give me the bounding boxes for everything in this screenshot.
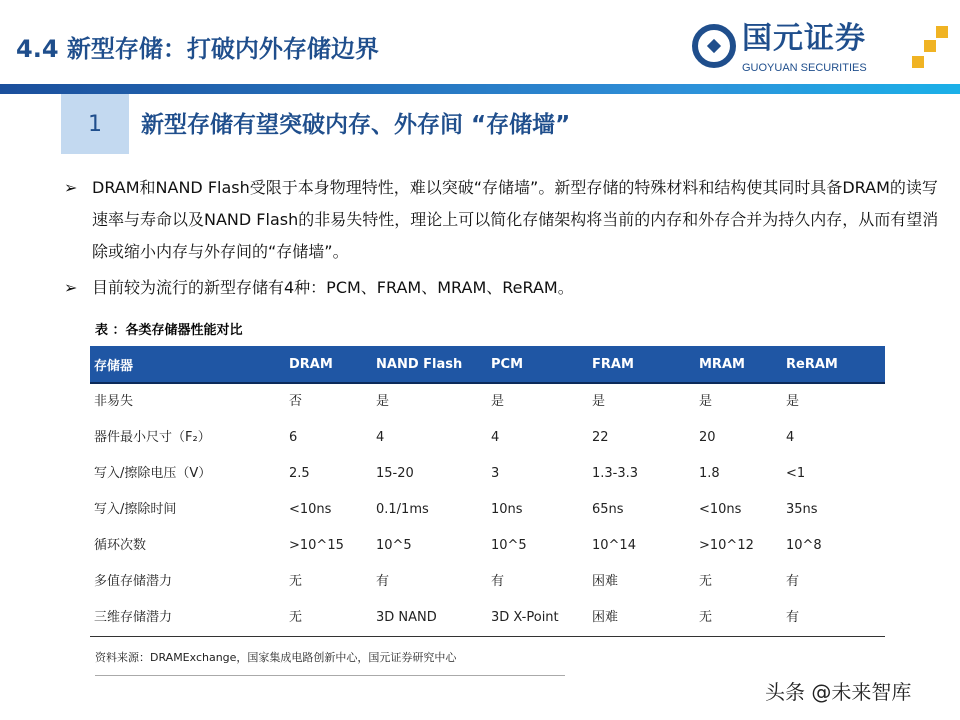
column-header: MRAM xyxy=(695,346,782,383)
bullet-text: DRAM和NAND Flash受限于本身物理特性，难以突破“存储墙”。新型存储的特殊材料和结构使其同时具备DRAM的读写速率与寿命以及NAND Flash的非易失特性，理论上可以简化存储架构将当前的内存和外存合并为持久内存，从而有望消除或缩小内存与外存间的“存储墙”。 xyxy=(92,178,939,261)
column-header: NAND Flash xyxy=(372,346,487,383)
bullet-item xyxy=(64,172,944,268)
comparison-table xyxy=(90,346,885,637)
section-title: 新型存储有望突破内存、外存间 “存储墙” xyxy=(141,112,571,138)
table-cell: 10ns xyxy=(491,502,523,517)
column-header: DRAM xyxy=(285,346,372,383)
page-title: 4.4 新型存储：打破内外存储边界 xyxy=(16,35,379,63)
arrow-bullet-icon: ➢ xyxy=(64,278,78,297)
table-cell: 困难 xyxy=(588,600,695,637)
table-cell: 非易失 xyxy=(94,394,134,409)
table-cell: 3D NAND xyxy=(372,600,487,637)
content-area xyxy=(64,172,944,676)
table-row xyxy=(90,420,885,456)
table-cell: 多值存储潜力 xyxy=(94,574,173,589)
table-cell: <10ns xyxy=(289,502,332,517)
column-header: PCM xyxy=(487,346,588,383)
table-cell: 是 xyxy=(786,394,800,409)
table-cell: 4 xyxy=(491,430,500,445)
bullet-text: 目前较为流行的新型存储有4种：PCM、FRAM、MRAM、ReRAM。 xyxy=(92,278,574,297)
table-row xyxy=(90,564,885,600)
logo-text-en: GUOYUAN SECURITIES xyxy=(742,62,867,74)
table-cell: 4 xyxy=(376,430,385,445)
table-cell: <10ns xyxy=(699,502,742,517)
table-cell: 否 xyxy=(289,394,303,409)
table-cell: 是 xyxy=(592,394,606,409)
table-cell: 22 xyxy=(592,430,609,445)
table-cell: 3D X-Point xyxy=(487,600,588,637)
table-cell: 10^8 xyxy=(786,538,822,553)
table-row xyxy=(90,528,885,564)
table-row xyxy=(90,492,885,528)
table-cell: 是 xyxy=(376,394,390,409)
table-cell: 2.5 xyxy=(289,466,310,481)
table-cell: 10^5 xyxy=(376,538,412,553)
column-header: 存储器 xyxy=(90,346,285,383)
header-row xyxy=(90,346,885,383)
table-cell: 是 xyxy=(491,394,505,409)
table-cell: 三维存储潜力 xyxy=(90,600,285,637)
table-cell: 是 xyxy=(699,394,713,409)
table-cell: 20 xyxy=(699,430,716,445)
table-cell: 6 xyxy=(289,430,298,445)
table-cell: 1.8 xyxy=(699,466,720,481)
table-caption: 表 ：各类存储器性能对比 xyxy=(95,323,243,338)
watermark: 头条 @未来智库 xyxy=(765,680,912,704)
table-cell: 3 xyxy=(491,466,500,481)
column-header: FRAM xyxy=(588,346,695,383)
logo-emblem-icon xyxy=(692,24,736,68)
table-cell: 无 xyxy=(285,600,372,637)
table-cell: 10^14 xyxy=(592,538,636,553)
company-logo xyxy=(692,22,952,78)
arrow-bullet-icon: ➢ xyxy=(64,178,78,197)
table-cell: 无 xyxy=(289,574,303,589)
table-cell: 65ns xyxy=(592,502,624,517)
table-cell: 35ns xyxy=(786,502,818,517)
table-cell: 无 xyxy=(695,600,782,637)
table-cell: 困难 xyxy=(592,574,619,589)
table-cell: >10^15 xyxy=(289,538,344,553)
table-cell: <1 xyxy=(786,466,806,481)
table-row xyxy=(90,600,885,637)
logo-square-icon xyxy=(924,40,936,52)
table-cell: 4 xyxy=(786,430,795,445)
table-body xyxy=(90,383,885,637)
table-cell: 0.1/1ms xyxy=(376,502,429,517)
table-row xyxy=(90,383,885,420)
logo-square-icon xyxy=(936,26,948,38)
table-cell: 写入/擦除时间 xyxy=(94,502,177,517)
bullet-item xyxy=(64,272,944,304)
table-cell: 有 xyxy=(786,574,800,589)
table-row xyxy=(90,456,885,492)
table-cell: 有 xyxy=(376,574,390,589)
logo-text-cn: 国元证券 xyxy=(742,21,866,56)
table-cell: 器件最小尺寸（F₂） xyxy=(94,430,211,445)
table-cell: 15-20 xyxy=(376,466,414,481)
table-cell: 循环次数 xyxy=(94,538,147,553)
column-header: ReRAM xyxy=(782,346,885,383)
source-note: 资料来源：DRAMExchange，国家集成电路创新中心，国元证券研究中心 xyxy=(95,651,565,676)
table-cell: 有 xyxy=(491,574,505,589)
table-cell: >10^12 xyxy=(699,538,754,553)
logo-square-icon xyxy=(912,56,924,68)
header-divider xyxy=(0,84,960,94)
table-cell: 无 xyxy=(699,574,713,589)
section-number: 1 xyxy=(61,94,129,154)
table-cell: 有 xyxy=(782,600,885,637)
table-cell: 1.3-3.3 xyxy=(592,466,639,481)
table-cell: 10^5 xyxy=(491,538,527,553)
table-cell: 写入/擦除电压（V） xyxy=(94,466,212,481)
